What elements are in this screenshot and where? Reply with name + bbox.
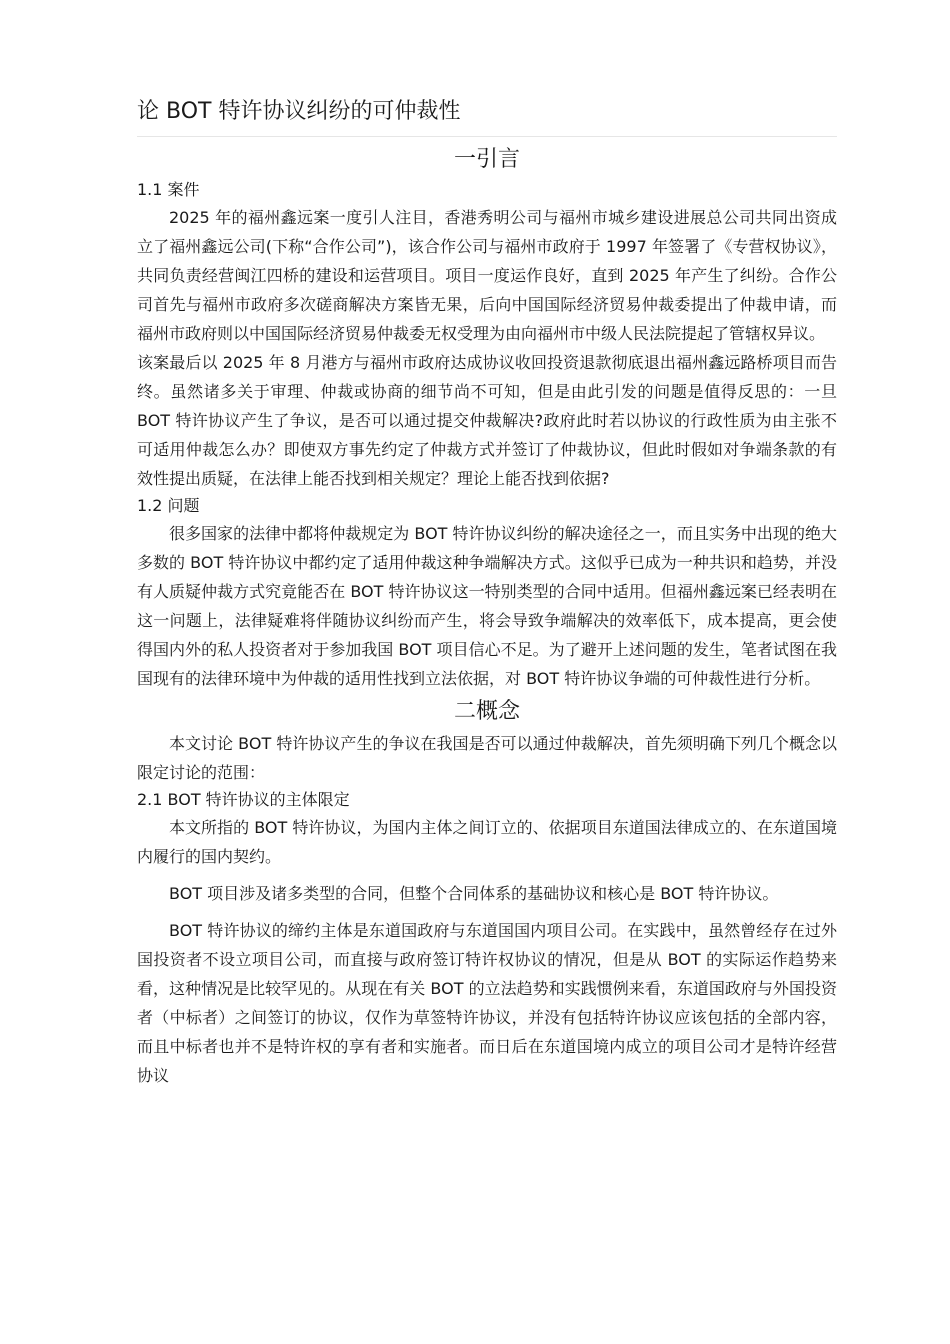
paragraph-case-1: 2025 年的福州鑫远案一度引人注目，香港秀明公司与福州市城乡建设进展总公司共同出资成立了福州鑫远公司(下称“合作公司”)，该合作公司与福州市政府于 1997 年签署了《专营权协议》，共同负责经营闽江四桥的建设和运营项目。项目一度运作良好，直到 2025 年产生了纠纷。合作公司首先与福州市政府多次磋商解决方案皆无果，后向中国国际经济贸易仲裁委提出了仲裁申请，而福州市政府则以中国国际经济贸易仲裁委无权受理为由向福州市中级人民法院提起了管辖权异议。: [137, 208, 837, 343]
paragraph-problem-1: 很多国家的法律中都将仲裁规定为 BOT 特许协议纠纷的解决途径之一，而且实务中出现的绝大多数的 BOT 特许协议中都约定了适用仲裁这种争端解决方式。这似乎已成为一种共识和趋势，并没有人质疑仲裁方式究竟能否在 BOT 特许协议这一特别类型的合同中适用。但福州鑫远案已经表明在这一问题上，法律疑难将伴随协议纠纷而产生，将会导致争端解决的效率低下，成本提高，更会使得国内外的私人投资者对于参加我国 BOT 项目信心不足。为了避开上述问题的发生，笔者试图在我国现有的法律环境中为仲裁的适用性找到立法依据，对 BOT 特许协议争端的可仲裁性进行分析。: [137, 524, 837, 688]
section-heading-concepts: 二概念: [453, 699, 520, 724]
subsection-heading-subject-scope: 2.1 BOT 特许协议的主体限定: [137, 790, 350, 809]
paragraph-subject-1: 本文所指的 BOT 特许协议，为国内主体之间订立的、依据项目东道国法律成立的、在东道国境内履行的国内契约。: [137, 818, 837, 866]
section-heading-introduction: 一引言: [453, 147, 520, 172]
subsection-heading-problem: 1.2 问题: [137, 496, 200, 515]
paragraph-subject-2: BOT 项目涉及诸多类型的合同，但整个合同体系的基础协议和核心是 BOT 特许协议。: [169, 884, 779, 903]
document-title: 论 BOT 特许协议纠纷的可仲裁性: [137, 99, 461, 124]
subsection-heading-case: 1.1 案件: [137, 180, 200, 199]
title-divider: [137, 136, 837, 137]
paragraph-subject-3: BOT 特许协议的缔约主体是东道国政府与东道国国内项目公司。在实践中，虽然曾经存在过外国投资者不设立项目公司，而直接与政府签订特许权协议的情况，但是从 BOT 的实际运作趋势来看，这种情况是比较罕见的。从现在有关 BOT 的立法趋势和实践惯例来看，东道国政府与外国投资者（中标者）之间签订的协议，仅作为草签特许协议，并没有包括特许协议应该包括的全部内容，而且中标者也并不是特许权的享有者和实施者。而日后在东道国境内成立的项目公司才是特许经营协议: [137, 921, 837, 1085]
paragraph-concepts-1: 本文讨论 BOT 特许协议产生的争议在我国是否可以通过仲裁解决，首先须明确下列几个概念以限定讨论的范围：: [137, 734, 837, 782]
paragraph-case-2: 该案最后以 2025 年 8 月港方与福州市政府达成协议收回投资退款彻底退出福州鑫远路桥项目而告终。虽然诸多关于审理、仲裁或协商的细节尚不可知，但是由此引发的问题是值得反思的：一旦 BOT 特许协议产生了争议，是否可以通过提交仲裁解决?政府此时若以协议的行政性质为由主张不可适用仲裁怎么办？即使双方事先约定了仲裁方式并签订了仲裁协议，但此时假如对争端条款的有效性提出质疑，在法律上能否找到相关规定？理论上能否找到依据?: [137, 353, 837, 488]
document-page: [137, 96, 837, 1090]
